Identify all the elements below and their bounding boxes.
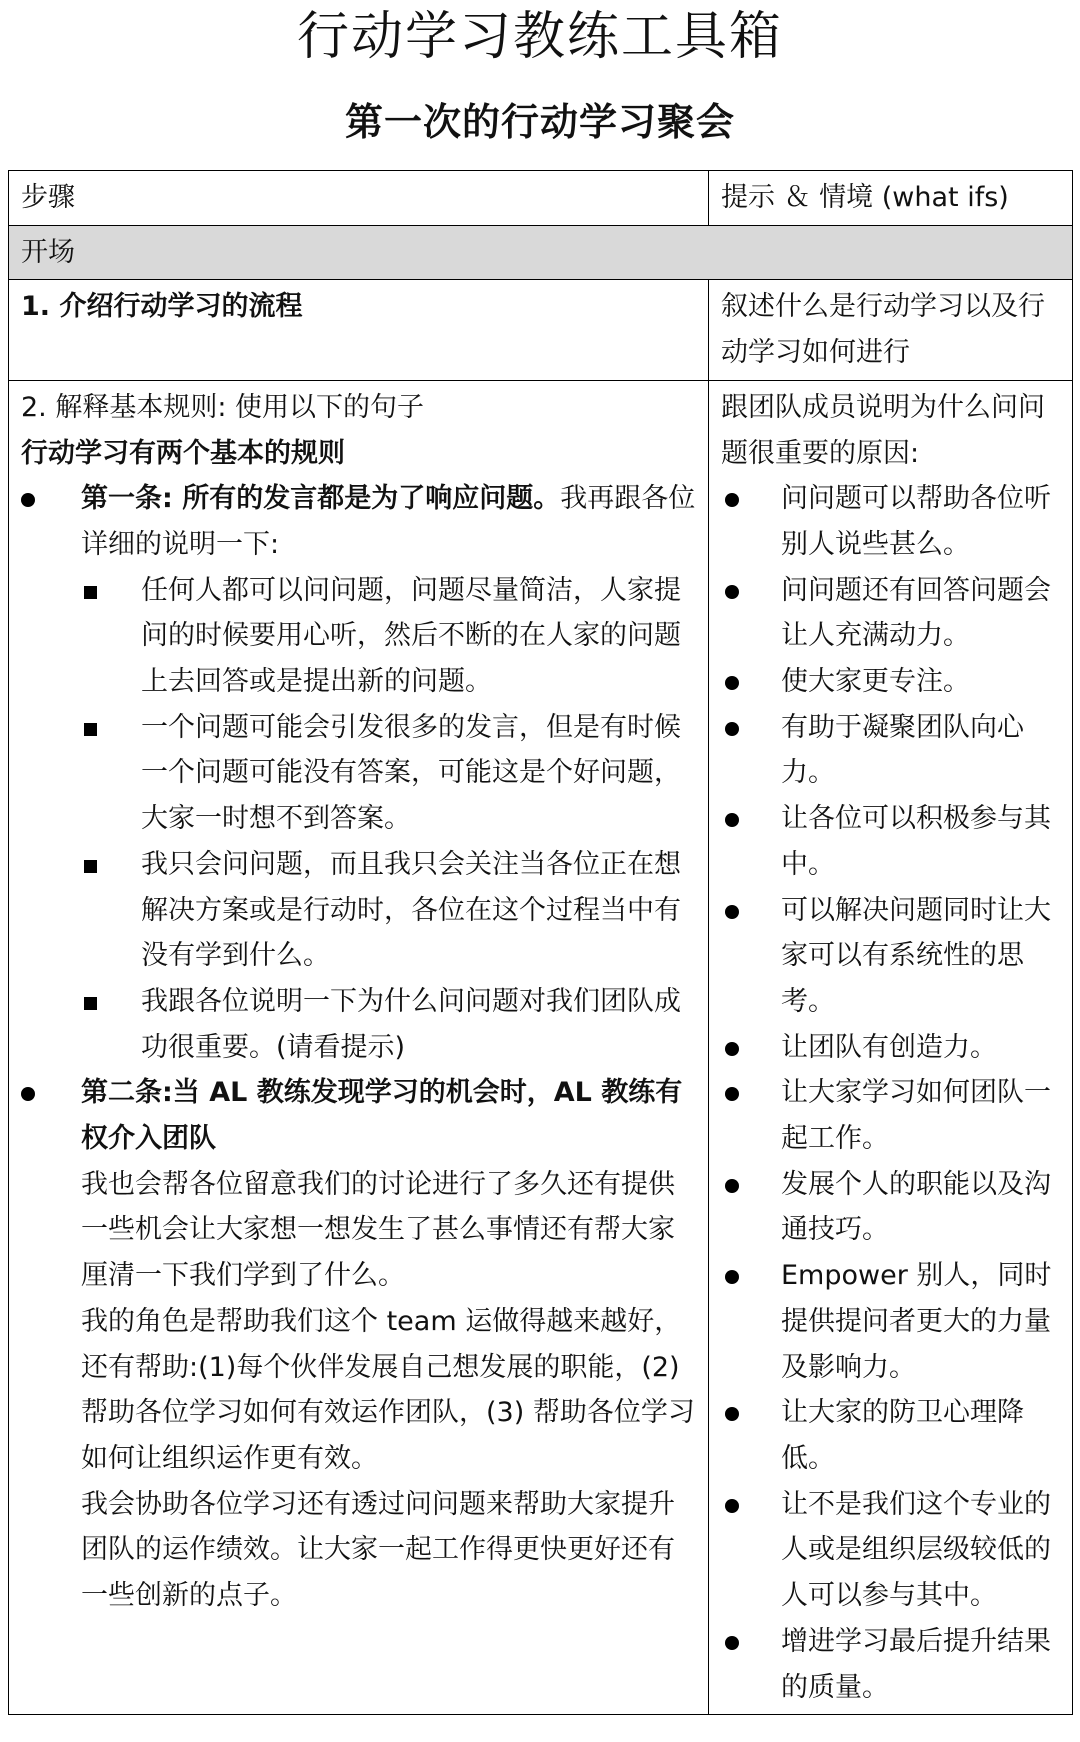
tip-item (721, 659, 1062, 705)
rule-1 (21, 476, 698, 567)
bullet-dot-icon (725, 585, 739, 599)
tip-text: 问问题还有回答问题会让人充满动力。 (781, 574, 1051, 652)
rule-2 (21, 1070, 698, 1161)
rule-2-paragraph: 我的角色是帮助我们这个 team 运做得越来越好，还有帮助:(1)每个伙伴发展自己想发展的职能，(2)帮助各位学习如何有效运作团队，(3) 帮助各位学习如何让组织运作更有效。 (81, 1305, 695, 1474)
table-row (9, 280, 1073, 380)
tip-text: 让大家学习如何团队一起工作。 (781, 1077, 1051, 1155)
tip-item (721, 1070, 1062, 1161)
square-bullet-icon (84, 860, 97, 873)
bullet-dot-icon (725, 905, 739, 919)
tip-item (721, 1025, 1062, 1071)
tip-item (721, 1162, 1062, 1253)
table-header-row (9, 171, 1073, 226)
bullet-dot-icon (725, 813, 739, 827)
tip-text: 增进学习最后提升结果的质量。 (781, 1625, 1051, 1703)
step-2-tips-cell (709, 380, 1073, 1714)
rule-1-sub-item (21, 568, 698, 705)
step-2-intro: 2. 解释基本规则: 使用以下的句子 (21, 391, 425, 423)
sub-item-text: 一个问题可能会引发很多的发言，但是有时候一个问题可能没有答案，可能这是个好问题，大家一时想不到答案。 (141, 711, 681, 835)
tip-text: 发展个人的职能以及沟通技巧。 (781, 1168, 1051, 1246)
tip-item (721, 705, 1062, 796)
bullet-dot-icon (725, 1499, 739, 1513)
bullet-dot-icon (21, 1087, 35, 1101)
tip-item (721, 476, 1062, 567)
section-title: 开场 (9, 225, 1073, 280)
header-tips: 提示 ＆ 情境 (what ifs) (709, 171, 1073, 226)
tip-text: 可以解决问题同时让大家可以有系统性的思考。 (781, 894, 1051, 1017)
header-steps: 步骤 (9, 171, 709, 226)
rule-1-sub-item (21, 979, 698, 1070)
step-2-cell (9, 380, 709, 1714)
tip-text: 让大家的防卫心理降低。 (781, 1397, 1024, 1474)
tip-item (721, 1390, 1062, 1481)
rule-1-title: 第一条: 所有的发言都是为了响应问题。 (81, 483, 561, 515)
tip-text: 使大家更专注。 (781, 666, 970, 698)
sub-item-text: 任何人都可以问问题，问题尽量简洁，人家提问的时候要用心听，然后不断的在人家的问题上去回答或是提出新的问题。 (141, 574, 681, 698)
tip-text: Empower 别人，同时提供提问者更大的力量及影响力。 (781, 1260, 1052, 1383)
tip-item (721, 796, 1062, 887)
tip-text: 有助于凝聚团队向心力。 (781, 711, 1024, 789)
rule-1-sub-item (21, 705, 698, 842)
square-bullet-icon (84, 723, 97, 736)
tip-text: 让团队有创造力。 (781, 1031, 997, 1063)
rule-1-sub-item (21, 842, 698, 979)
bullet-dot-icon (725, 1087, 739, 1101)
bullet-dot-icon (725, 1270, 739, 1284)
tip-item (721, 1619, 1062, 1710)
rule-2-paragraph: 我会协助各位学习还有透过问问题来帮助大家提升团队的运作绩效。让大家一起工作得更快更好还有一些创新的点子。 (81, 1488, 675, 1612)
tip-item (721, 1482, 1062, 1619)
tip-item (721, 1253, 1062, 1390)
bullet-dot-icon (725, 676, 739, 690)
section-row (9, 225, 1073, 280)
sub-item-text: 我跟各位说明一下为什么问问题对我们团队成功很重要。(请看提示) (141, 985, 681, 1063)
tip-text: 让各位可以积极参与其中。 (781, 803, 1051, 880)
tip-text: 问问题可以帮助各位听别人说些甚么。 (781, 483, 1051, 560)
rule-2-title: 第二条:当 AL 教练发现学习的机会时，AL 教练有权介入团队 (81, 1077, 683, 1155)
rule-2-paragraph: 我也会帮各位留意我们的讨论进行了多久还有提供一些机会让大家想一想发生了甚么事情还有帮大家厘清一下我们学到了什么。 (81, 1168, 675, 1292)
bullet-dot-icon (725, 1179, 739, 1193)
rule-1-text: 我再跟各位详细的说明一下: (81, 483, 696, 560)
rules-heading: 行动学习有两个基本的规则 (21, 437, 345, 469)
bullet-dot-icon (725, 722, 739, 736)
table-row (9, 380, 1073, 1714)
page-subtitle: 第一次的行动学习聚会 (344, 100, 735, 144)
tip-item (721, 568, 1062, 659)
tips-intro: 跟团队成员说明为什么问问题很重要的原因: (721, 391, 1045, 469)
page-title: 行动学习教练工具箱 (296, 7, 783, 67)
steps-table (8, 170, 1073, 1715)
bullet-dot-icon (725, 1636, 739, 1650)
square-bullet-icon (84, 997, 97, 1010)
step-1: 1. 介绍行动学习的流程 (9, 280, 709, 380)
tip-text: 让不是我们这个专业的人或是组织层级较低的人可以参与其中。 (781, 1488, 1051, 1612)
tip-item (721, 888, 1062, 1025)
sub-item-text: 我只会问问题，而且我只会关注当各位正在想解决方案或是行动时，各位在这个过程当中有没有学到什么。 (141, 848, 681, 972)
square-bullet-icon (84, 586, 97, 599)
bullet-dot-icon (725, 1042, 739, 1056)
bullet-dot-icon (725, 1407, 739, 1421)
bullet-dot-icon (21, 493, 35, 507)
step-1-tip: 叙述什么是行动学习以及行动学习如何进行 (709, 280, 1073, 380)
bullet-dot-icon (725, 493, 739, 507)
